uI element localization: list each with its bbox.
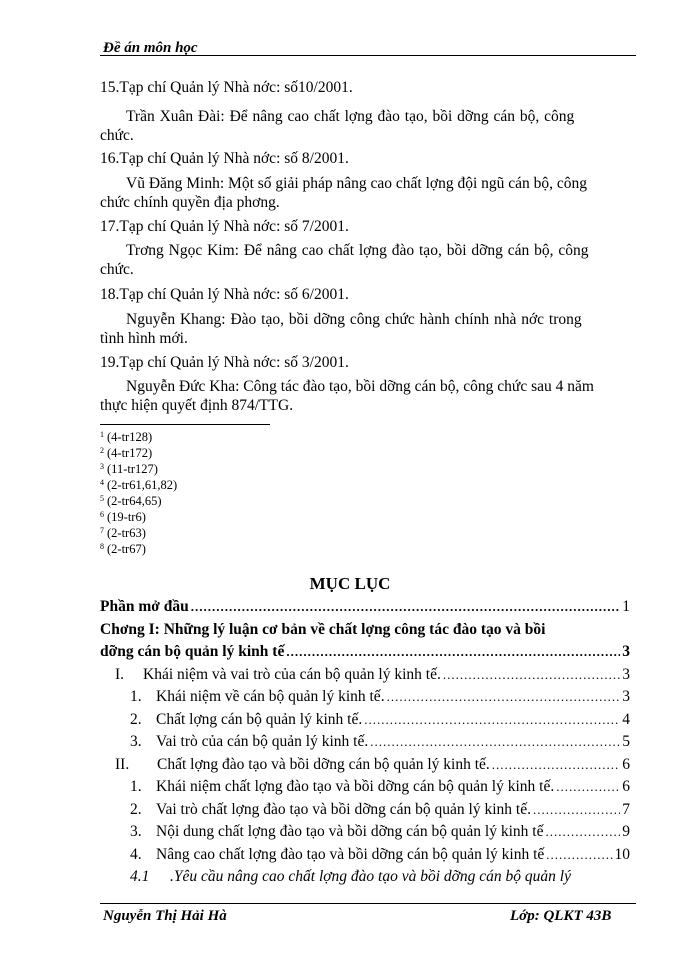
reference-text: chức.: [100, 127, 134, 144]
footnote: $^8$ (2-tr67): [100, 542, 146, 556]
toc-title: MỤC LỤC: [309, 574, 391, 593]
footnote: $^5$ (2-tr64,65): [100, 494, 162, 508]
toc-entry-item[interactable]: 4. Nâng cao chất lợng đào tạo và bồi dỡng cán bộ quản lý kinh tế ..... 10: [130, 846, 630, 864]
reference-heading: 18.Tạp chí Quản lý Nhà nớc: số 6/2001.: [100, 286, 349, 303]
footer-rule: [100, 903, 636, 904]
reference-heading: 17.Tạp chí Quản lý Nhà nớc: số 7/2001.: [100, 218, 349, 235]
toc-entry-intro[interactable]: Phần mở đầu ..... 1: [100, 598, 630, 616]
reference-heading: 15.Tạp chí Quản lý Nhà nớc: số10/2001.: [100, 79, 353, 96]
toc-entry-section[interactable]: I. Khái niệm và vai trò của cán bộ quản lý kinh tế. ..... 3: [115, 666, 630, 684]
toc-entry-item[interactable]: 3. Nội dung chất lợng đào tạo và bồi dỡng cán bộ quản lý kinh tế ..... 9: [130, 823, 630, 841]
toc-entry-item[interactable]: 2. Vai trò chất lợng đào tạo và bồi dỡng cán bộ quản lý kinh tế. ..... 7: [130, 801, 630, 819]
toc-entry-item[interactable]: 3. Vai trò của cán bộ quản lý kinh tế. ..... 5: [130, 733, 630, 751]
footnote: $^2$ (4-tr172): [100, 446, 153, 460]
reference-text: Nguyễn Đức Kha: Công tác đào tạo, bồi dỡng cán bộ, công chức sau 4 năm: [126, 378, 594, 395]
reference-text: tình hình mới.: [100, 330, 188, 347]
footnote: $^4$ (2-tr61,61,82): [100, 478, 178, 492]
footnote: $^6$ (19-tr6): [100, 510, 146, 524]
toc-entry-item[interactable]: 1. Khái niệm chất lợng đào tạo và bồi dỡng cán bộ quản lý kinh tế. ..... 6: [130, 778, 630, 796]
toc-entry-chapter1-cont[interactable]: dỡng cán bộ quản lý kinh tế ..... 3: [100, 643, 630, 661]
reference-heading: 19.Tạp chí Quản lý Nhà nớc: số 3/2001.: [100, 354, 349, 371]
reference-text: chức chính quyền địa phơng.: [100, 194, 280, 211]
reference-text: Trần Xuân Đài: Để nâng cao chất lợng đào tạo, bồi dỡng cán bộ, công: [126, 108, 575, 125]
toc-entry-subitem[interactable]: 4.1 .Yêu cầu nâng cao chất lợng đào tạo và bồi dỡng cán bộ quản lý: [130, 868, 571, 885]
footnote-rule: [100, 424, 270, 425]
reference-text: Vũ Đăng Minh: Một số giải pháp nâng cao chất lợng đội ngũ cán bộ, công: [126, 175, 588, 192]
footnote: $^3$ (11-tr127): [100, 462, 158, 476]
toc-entry-section[interactable]: II. Chất lợng đào tạo và bồi dỡng cán bộ quản lý kinh tế. ..... 6: [115, 756, 630, 774]
header-rule: [100, 55, 636, 56]
reference-text: Trơng Ngọc Kim: Để nâng cao chất lợng đào tạo, bồi dỡng cán bộ, công: [126, 242, 589, 259]
reference-text: chức.: [100, 261, 134, 278]
footnote: $^7$ (2-tr63): [100, 526, 146, 540]
toc-entry-item[interactable]: 2. Chất lợng cán bộ quản lý kinh tế. ..... 4: [130, 711, 630, 729]
toc-entry-item[interactable]: 1. Khái niệm về cán bộ quản lý kinh tế. ..... 3: [130, 688, 630, 706]
reference-heading: 16.Tạp chí Quản lý Nhà nớc: số 8/2001.: [100, 150, 349, 167]
footer-class: Lớp: QLKT 43B: [510, 908, 612, 924]
toc-entry-chapter1[interactable]: Chơng I: Những lý luận cơ bản về chất lợng công tác đào tạo và bồi: [100, 621, 546, 638]
footer-author: Nguyễn Thị Hải Hà: [103, 908, 227, 924]
reference-text: Nguyễn Khang: Đào tạo, bồi dỡng công chức hành chính nhà nớc trong: [126, 311, 582, 328]
footnote: $^1$ (4-tr128): [100, 430, 153, 444]
reference-text: thực hiện quyết định 874/TTG.: [100, 397, 294, 414]
document-header-title: Đề án môn học: [103, 40, 198, 56]
